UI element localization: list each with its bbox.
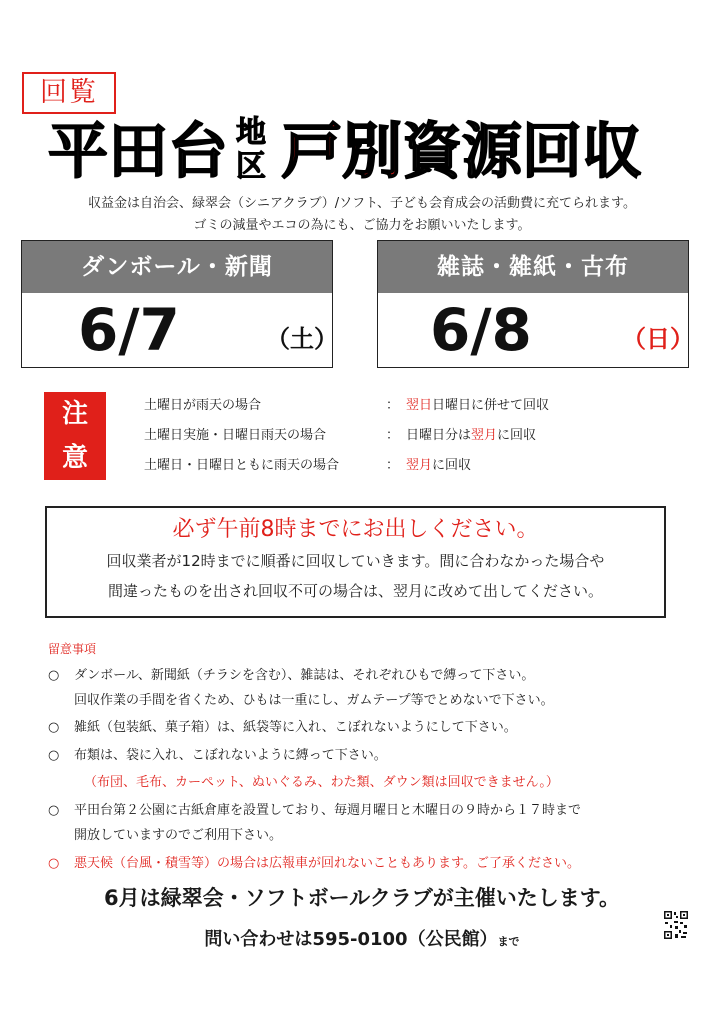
caution-label-bottom: 意 xyxy=(61,443,88,473)
title-chiku-bottom: 区 xyxy=(236,149,266,184)
caution-label xyxy=(44,392,106,480)
note-text: 平田台第２公園に古紙倉庫を設置しており、毎週月曜日と木曜日の９時から１７時まで xyxy=(74,803,582,818)
collection-day: （土） xyxy=(266,325,338,353)
caution-result-highlight: 翌月 xyxy=(406,458,433,473)
caution-row xyxy=(144,424,684,448)
title-area-name: 平田台 xyxy=(48,117,228,187)
qr-code-icon[interactable] xyxy=(663,910,689,940)
caution-result-highlight: 翌日 xyxy=(406,398,433,413)
circle-bullet-icon: ○ xyxy=(48,856,60,871)
caution-result-prefix: 日曜日分は xyxy=(406,428,472,443)
collection-box-magazines xyxy=(377,240,694,368)
note-text-warning: （布団、毛布、カーペット、ぬいぐるみ、わた類、ダウン類は回収できません。） xyxy=(84,775,559,790)
note-text: 布類は、袋に入れ、こぼれないように縛って下さい。 xyxy=(74,748,387,763)
page-title xyxy=(48,112,688,192)
title-door-to-door: 戸別 xyxy=(282,117,402,187)
caution-row xyxy=(144,454,684,478)
title-resource-collection: 資源回収 xyxy=(402,117,642,187)
caution-separator: ： xyxy=(386,398,400,413)
collection-date: 6/8 xyxy=(430,296,532,364)
intro-line-1: 収益金は自治会、緑翠会（シニアクラブ）/ソフト、子ども会育成会の活動費に充てられます。 xyxy=(88,196,636,211)
circle-bullet-icon: ○ xyxy=(48,748,60,763)
collection-box-cardboard xyxy=(21,240,338,368)
contact-text: 問い合わせは595-0100（公民館） xyxy=(204,929,498,950)
caution-separator: ： xyxy=(386,428,400,443)
contact-suffix: まで xyxy=(497,935,520,948)
deadline-headline: 必ず午前8時までにお出しください。 xyxy=(172,517,539,542)
circle-bullet-icon: ○ xyxy=(48,803,60,818)
caution-condition: 土曜日が雨天の場合 xyxy=(144,398,262,413)
circle-bullet-icon: ○ xyxy=(48,720,60,735)
caution-separator: ： xyxy=(386,458,400,473)
notes-heading: 留意事項 xyxy=(48,642,97,656)
note-text: 回収作業の手間を省くため、ひもは一重にし、ガムテープ等でとめないで下さい。 xyxy=(74,693,554,708)
title-chiku-top: 地 xyxy=(236,115,266,150)
caution-result xyxy=(406,394,549,418)
circulation-badge: 回覧 xyxy=(22,72,116,114)
title-chiku xyxy=(234,116,268,184)
note-text: 開放していますのでご利用下さい。 xyxy=(74,828,283,843)
collection-date-area xyxy=(22,293,338,367)
intro-line-2: ゴミの減量やエコの為にも、ご協力をお願いいたします。 xyxy=(193,218,531,233)
deadline-notice xyxy=(45,506,666,618)
caution-label-top: 注 xyxy=(61,399,88,429)
caution-result xyxy=(406,424,536,448)
collection-category: ダンボール・新聞 xyxy=(22,241,332,293)
caution-result-rest: に回収 xyxy=(432,458,472,473)
collection-day: （日） xyxy=(622,325,694,353)
caution-row xyxy=(144,394,684,418)
caution-condition: 土曜日実施・日曜日雨天の場合 xyxy=(144,428,327,443)
caution-condition: 土曜日・日曜日ともに雨天の場合 xyxy=(144,458,340,473)
organizer-line: 6月は緑翠会・ソフトボールクラブが主催いたします。 xyxy=(103,886,621,910)
caution-result-highlight: 翌月 xyxy=(471,428,498,443)
note-text: ダンボール、新聞紙（チラシを含む）、雑誌は、それぞれひもで縛って下さい。 xyxy=(74,668,535,683)
caution-result-rest: 日曜日に併せて回収 xyxy=(432,398,550,413)
deadline-line-1: 回収業者が12時までに順番に回収していきます。間に合わなかった場合や xyxy=(106,552,605,570)
contact-line xyxy=(0,924,724,958)
note-text: 雑紙（包装紙、菓子箱）は、紙袋等に入れ、こぼれないようにして下さい。 xyxy=(74,720,517,735)
caution-result xyxy=(406,454,471,478)
note-text-warning: 悪天候（台風・積雪等）の場合は広報車が回れないこともあります。ご了承ください。 xyxy=(74,856,580,871)
collection-date-area xyxy=(378,293,694,367)
collection-date: 6/7 xyxy=(78,296,180,364)
collection-category: 雑誌・雑紙・古布 xyxy=(378,241,688,293)
circle-bullet-icon: ○ xyxy=(48,668,60,683)
caution-result-rest: に回収 xyxy=(497,428,537,443)
deadline-line-2: 間違ったものを出され回収不可の場合は、翌月に改めて出してください。 xyxy=(107,582,603,600)
